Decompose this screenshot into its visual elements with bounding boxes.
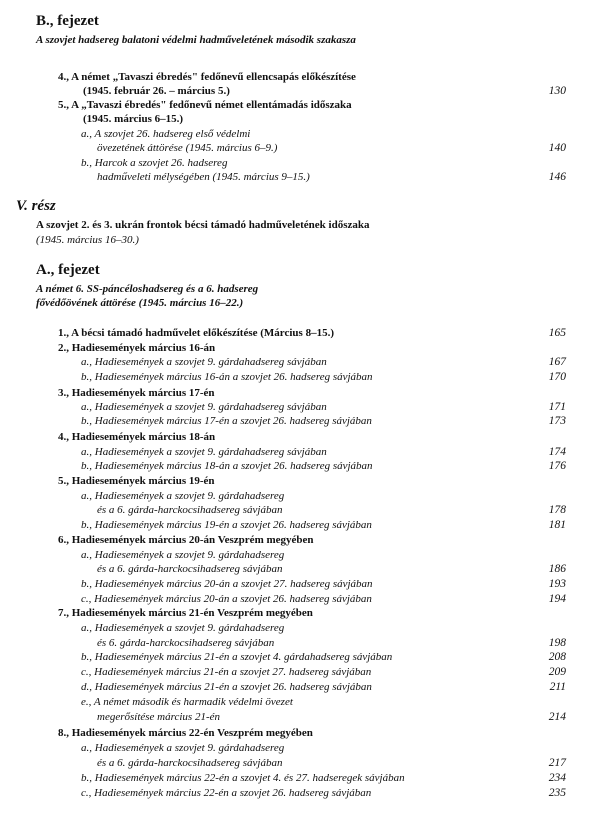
toc-subentry[interactable]: a., Hadiesemények a szovjet 9. gárdahadsereg: [81, 622, 285, 634]
toc-subentry[interactable]: d., Hadiesemények március 21-én a szovjet 26. hadsereg sávjában: [81, 681, 372, 693]
toc-subentry[interactable]: a., A szovjet 26. hadsereg első védelmi: [81, 128, 251, 140]
toc-subentry[interactable]: megerősítése március 21-én: [97, 711, 221, 723]
toc-subentry[interactable]: b., Hadiesemények március 19-én a szovjet 26. hadsereg sávjában: [81, 519, 372, 531]
toc-subentry[interactable]: b., Hadiesemények március 18-án a szovjet 26. hadsereg sávjában: [81, 460, 373, 472]
toc-entry[interactable]: 6., Hadiesemények március 20-án Veszprém megyében: [58, 534, 314, 546]
toc-entry[interactable]: 5., A „Tavaszi ébredés" fedőnevű német ellentámadás időszaka: [58, 99, 352, 111]
toc-subentry[interactable]: b., Harcok a szovjet 26. hadsereg: [81, 157, 228, 169]
page-number: 193: [548, 578, 566, 590]
toc-entry[interactable]: 1., A bécsi támadó hadművelet előkészítése (Március 8–15.): [58, 327, 334, 339]
toc-subentry[interactable]: e., A német második és harmadik védelmi övezet: [81, 696, 293, 708]
toc-subentry[interactable]: övezetének áttörése (1945. március 6–9.): [97, 142, 278, 154]
page-number: 214: [548, 711, 566, 723]
part-v-title: A szovjet 2. és 3. ukrán frontok bécsi támadó hadműveletének időszaka: [36, 219, 370, 231]
toc-subentry[interactable]: a., Hadiesemények a szovjet 9. gárdahadsereg: [81, 742, 285, 754]
page-number: 186: [548, 563, 566, 575]
toc-entry[interactable]: (1945. március 6–15.): [83, 113, 184, 125]
toc-subentry[interactable]: a., Hadiesemények a szovjet 9. gárdahadsereg sávjában: [81, 446, 327, 458]
section-a-subtitle: A német 6. SS-páncéloshadsereg és a 6. hadsereg: [36, 283, 259, 295]
page-number: 235: [548, 787, 566, 799]
toc-subentry[interactable]: b., Hadiesemények március 20-án a szovjet 27. hadsereg sávjában: [81, 578, 373, 590]
page-number: 208: [548, 651, 566, 663]
toc-entry[interactable]: (1945. február 26. – március 5.): [83, 85, 230, 97]
part-v-heading: V. rész: [16, 198, 56, 214]
section-b-heading: B., fejezet: [36, 13, 99, 29]
part-v-dates: (1945. március 16–30.): [36, 234, 139, 246]
page-number: 170: [548, 371, 566, 383]
page-number: 173: [548, 415, 566, 427]
toc-subentry[interactable]: c., Hadiesemények március 21-én a szovjet 27. hadsereg sávjában: [81, 666, 372, 678]
toc-subentry[interactable]: és a 6. gárda-harckocsihadsereg sávjában: [97, 504, 283, 516]
toc-entry[interactable]: 4., A német „Tavaszi ébredés" fedőnevű ellencsapás előkészítése: [58, 71, 356, 83]
toc-entry[interactable]: 4., Hadiesemények március 18-án: [58, 431, 216, 443]
page-number: 174: [548, 446, 566, 458]
toc-subentry[interactable]: b., Hadiesemények március 17-én a szovjet 26. hadsereg sávjában: [81, 415, 372, 427]
toc-subentry[interactable]: és a 6. gárda-harckocsihadsereg sávjában: [97, 563, 283, 575]
toc-subentry[interactable]: a., Hadiesemények a szovjet 9. gárdahadsereg sávjában: [81, 401, 327, 413]
toc-subentry[interactable]: c., Hadiesemények március 20-án a szovjet 26. hadsereg sávjában: [81, 593, 372, 605]
page-number: 217: [548, 757, 566, 769]
toc-subentry[interactable]: hadműveleti mélységében (1945. március 9–15.): [97, 171, 310, 183]
page-number: 181: [548, 519, 566, 531]
page-number: 167: [548, 356, 566, 368]
page-number: 234: [548, 772, 566, 784]
page-number: 130: [548, 85, 566, 97]
toc-entry[interactable]: 7., Hadiesemények március 21-én Veszprém megyében: [58, 607, 313, 619]
page-number: 146: [548, 171, 566, 183]
toc-entry[interactable]: 3., Hadiesemények március 17-én: [58, 387, 215, 399]
toc-subentry[interactable]: c., Hadiesemények március 22-én a szovjet 26. hadsereg sávjában: [81, 787, 372, 799]
section-a-heading: A., fejezet: [36, 262, 100, 278]
toc-entry[interactable]: 5., Hadiesemények március 19-én: [58, 475, 215, 487]
page-number: 176: [548, 460, 566, 472]
page-number: 209: [548, 666, 566, 678]
page-number: 178: [548, 504, 566, 516]
section-b-subtitle: A szovjet hadsereg balatoni védelmi hadműveletének második szakasza: [36, 34, 356, 46]
page-number: 198: [548, 637, 566, 649]
toc-subentry[interactable]: és a 6. gárda-harckocsihadsereg sávjában: [97, 757, 283, 769]
page-number: 211: [549, 681, 566, 693]
page-number: 194: [548, 593, 566, 605]
toc-subentry[interactable]: b., Hadiesemények március 22-én a szovjet 4. és 27. hadseregek sávjában: [81, 772, 405, 784]
toc-subentry[interactable]: és 6. gárda-harckocsihadsereg sávjában: [97, 637, 275, 649]
toc-subentry[interactable]: a., Hadiesemények a szovjet 9. gárdahadsereg: [81, 549, 285, 561]
page-number: 165: [548, 327, 566, 339]
page-number: 140: [548, 142, 566, 154]
toc-subentry[interactable]: b., Hadiesemények március 21-én a szovjet 4. gárdahadsereg sávjában: [81, 651, 393, 663]
section-a-subtitle: fővédőövének áttörése (1945. március 16–22.): [36, 297, 244, 309]
toc-subentry[interactable]: a., Hadiesemények a szovjet 9. gárdahadsereg sávjában: [81, 356, 327, 368]
toc-entry[interactable]: 2., Hadiesemények március 16-án: [58, 342, 216, 354]
toc-entry[interactable]: 8., Hadiesemények március 22-én Veszprém megyében: [58, 727, 313, 739]
page-number: 171: [548, 401, 566, 413]
toc-subentry[interactable]: a., Hadiesemények a szovjet 9. gárdahadsereg: [81, 490, 285, 502]
toc-subentry[interactable]: b., Hadiesemények március 16-án a szovjet 26. hadsereg sávjában: [81, 371, 373, 383]
